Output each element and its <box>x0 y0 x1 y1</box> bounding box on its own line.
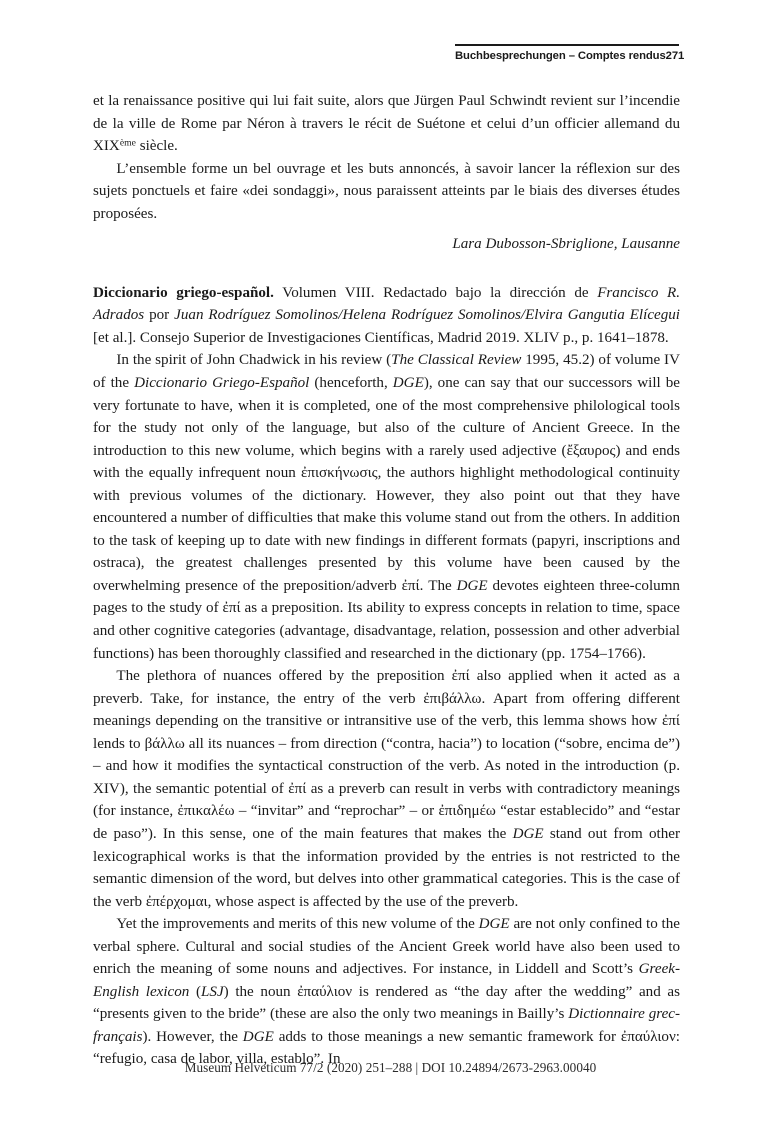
text-run: 1995, 45.2) of volume IV of the <box>93 352 680 392</box>
italic-run: DGE <box>392 375 424 392</box>
paragraph-continuation <box>93 90 680 158</box>
header-title: Buchbesprechungen – Comptes rendus <box>455 50 666 62</box>
entry-segment: Volumen VIII. Redactado bajo la dirección de <box>273 284 598 301</box>
entry-editor: Francisco R. Adrados <box>93 284 680 324</box>
greek-term: ἔξαυρος <box>566 442 616 459</box>
entry-segment: [et al.]. Consejo Superior de Investigaciones Científicas, Madrid 2019. XLIV p., p. 1641–1878. <box>93 329 669 346</box>
header-line <box>455 50 685 62</box>
text-run: all its nuances – from direction (“contra, hacia”) to location (“sobre, encima de”) – and how it modifies the syntactical construction of the verb. As noted in the introduction (p. XIV), the semantic potential of <box>93 735 680 797</box>
text-run: ), one can say that our successors will be very fortunate to have, when it is completed, one of the most comprehensive philological tools for the study not only of the language, but also of the culture of Ancient Greece. In the introduction to this new volume, which begins with a rarely used adjective ( <box>93 375 680 459</box>
text-run: . The <box>419 577 457 594</box>
header-rule <box>455 44 679 46</box>
text-run: ). However, the <box>142 1028 243 1045</box>
greek-term: ἐπιδημέω <box>438 803 496 820</box>
greek-term: ἐπιβάλλω <box>423 690 482 707</box>
italic-run: Dictionnaire grec-français <box>93 1006 680 1045</box>
superscript-ordinal: ème <box>119 137 136 149</box>
greek-term: βάλλω <box>144 735 185 752</box>
text-run: – “invitar” and “reprochar” – or <box>234 803 439 820</box>
text-run: devotes eighteen three-column pages to the study of <box>93 577 680 617</box>
text-run: is rendered as “the day after the wedding” and as “presents given to the bride” (these are also the only two meanings in Bailly’s <box>93 983 680 1023</box>
text-run: (henceforth, <box>309 375 393 392</box>
greek-term: ἐπί <box>451 668 470 685</box>
italic-run: LSJ <box>201 983 224 1000</box>
greek-term: ἐπέρχομαι <box>145 893 208 910</box>
bibliographic-entry <box>93 282 680 350</box>
italic-run: The Classical Review <box>391 352 522 369</box>
greek-term: ἐπαύλιον <box>620 1028 676 1045</box>
entry-segment: por <box>144 307 175 324</box>
text-run: as a preposition. Its ability to express concepts in relation to time, space and other cognitive categories (advantage, disadvantage, relation, possession and other adverbial functions) has been thoroughly classified and researched in the dictionary (pp. 1754–1766). <box>93 600 680 662</box>
review-paragraph-3 <box>93 913 680 1071</box>
text-run: . Apart from offering different meanings depending on the transitive or intransitive use of the verb, this lemma shows how <box>93 690 680 730</box>
text-run: ) and ends with the equally infrequent noun <box>93 442 680 482</box>
italic-run: Greek-English lexicon <box>93 961 680 1000</box>
greek-term: ἐπί <box>661 713 680 730</box>
running-header <box>455 44 685 62</box>
italic-run: Diccionario Griego-Español <box>134 375 310 392</box>
text-run: “estar establecido” and “estar de paso”). In this sense, one of the main features that makes the <box>93 803 680 842</box>
text-run: ) the noun <box>223 983 298 1000</box>
spacer <box>93 256 680 282</box>
text-run: stand out from other lexicographical works is that the information provided by the entries is not restricted to the semantic dimension of the word, but delves into other grammatical categories. This is the case of the verb <box>93 825 680 910</box>
text-run: , the authors highlight methodological continuity with previous volumes of the dictionary. However, they also point out that they have encountered a number of difficulties that make this volume stand out from the others. In addition to the task of keeping up to date with new findings in different formats (papyri, inscriptions and ostraca), the greatest challenges presented by this volume have been caused by the overwhelming presence of the preposition/adverb <box>93 465 680 594</box>
paragraph-text: et la renaissance positive qui lui fait suite, alors que Jürgen Paul Schwindt revient sur l’incendie de la ville de Rome par Néron à travers le récit de Suétone et celui d’un officier allemand du XIX <box>93 93 680 155</box>
page-number: 271 <box>665 50 685 62</box>
text-run: , whose aspect is affected by the use of the preverb. <box>207 893 519 910</box>
review-paragraph-2 <box>93 665 680 913</box>
review-paragraph-1 <box>93 349 680 665</box>
review-attribution: Lara Dubosson-Sbriglione, Lausanne <box>452 236 680 253</box>
text-run: as a preverb can result in verbs with contradictory meanings (for instance, <box>93 780 680 820</box>
text-run: : “refugio, casa de labor, villa, establo”. In <box>93 1028 680 1068</box>
greek-term: ἐπικαλέω <box>177 803 235 820</box>
paragraph-text-tail: siècle. <box>135 138 178 155</box>
greek-term: ἐπισκήνωσις <box>301 465 378 482</box>
paragraph-summary: L’ensemble forme un bel ouvrage et les buts annoncés, à savoir lancer la réflexion sur des sujets ponctuels et faire «dei sondaggi», nous paraissent atteints par le biais des diverses études proposées. <box>93 160 680 222</box>
italic-run: DGE <box>456 577 488 594</box>
italic-run: DGE <box>478 916 510 933</box>
text-run: Yet the improvements and merits of this new volume of the <box>116 916 479 933</box>
greek-term: ἐπί <box>288 780 307 797</box>
page-footer: Museum Helveticum 77/2 (2020) 251–288 | DOI 10.24894/2673-2963.00040 <box>184 1060 597 1075</box>
greek-term: ἐπί <box>401 577 420 594</box>
entry-title: Diccionario griego-español. <box>93 284 274 301</box>
text-run: also applied when it acted as a preverb. Take, for instance, the entry of the verb <box>93 668 680 707</box>
greek-term: ἐπί <box>222 600 241 617</box>
italic-run: DGE <box>242 1028 274 1045</box>
italic-run: DGE <box>512 825 544 842</box>
text-run: In the spirit of John Chadwick in his review ( <box>116 352 392 369</box>
entry-authors: Juan Rodríguez Somolinos/Helena Rodríguez Somolinos/Elvira Gangutia Elícegui <box>174 307 680 324</box>
text-run: are not only confined to the verbal sphere. Cultural and social studies of the Ancient Greek world have also been used to enrich the meaning of some nouns and adjectives. For instance, in Liddell and Scott’s <box>93 916 680 978</box>
page-content <box>93 90 680 1071</box>
text-run: adds to those meanings a new semantic framework for <box>273 1028 621 1045</box>
text-run: lends to <box>93 735 145 752</box>
text-run: The plethora of nuances offered by the preposition <box>116 668 452 685</box>
text-run: ( <box>189 983 202 1000</box>
spacer <box>93 225 680 233</box>
greek-term: ἐπαύλιον <box>297 983 353 1000</box>
